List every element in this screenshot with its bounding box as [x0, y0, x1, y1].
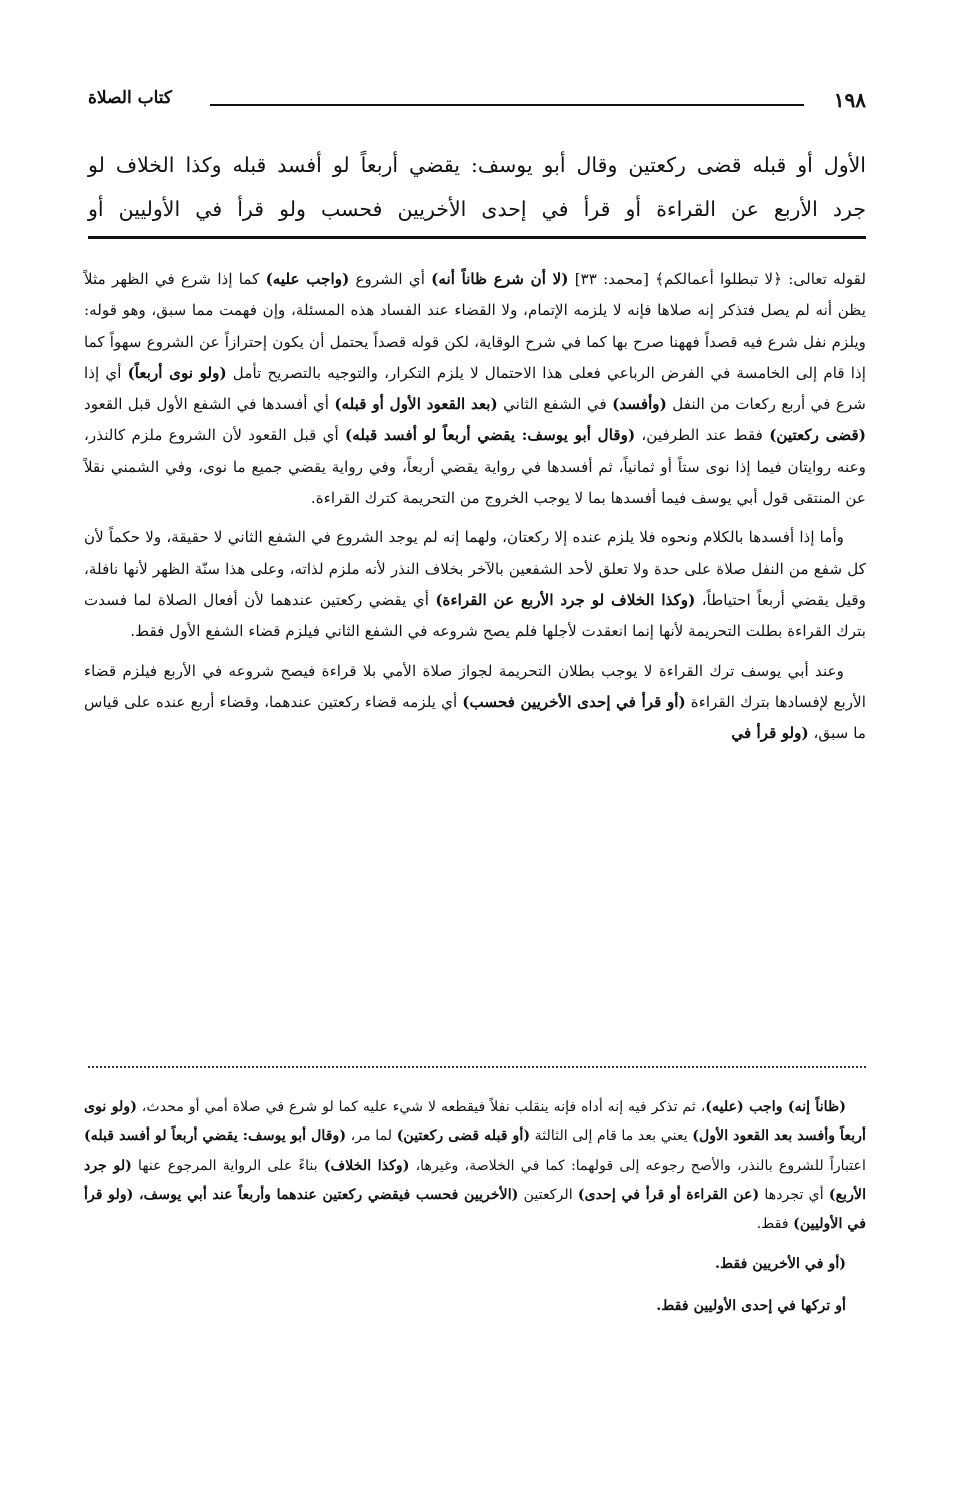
commentary-paragraph: لقوله تعالى: ﴿لا تبطلوا أعمالكم﴾ [محمد: ٣٣] (لا أن شرع ظاناً أنه) أي الشروع (واجب عليه) كما إذا شرع في الظهر مثلاً يظن أنه لم يصل فتذكر إنه صلاها فإنه لا يلزمه الإتمام، ولا القضاء عند الفساد هذه المسئلة، وإن فهمت مما سبق، وهو قوله: ويلزم نفل شرع فيه قصداً فههنا صرح بها كما في شرح الوقاية، لكن قوله قصداً يحتمل أن يكون إحترازاً عن الشروع سهواً كما إذا قام إلى الخامسة في الفرض الرباعي فعلى هذا الاحتمال لا يلزم التكرار، والتوجيه بالتصريح تأمل (ولو نوى أربعاً) أي إذا شرع في أربع ركعات من النفل (وأفسد) في الشفع الثاني (بعد القعود الأول أو قبله) أي أفسدها في الشفع الأول قبل القعود (قضى ركعتين) فقط عند الطرفين، (وقال أبو يوسف: يقضي أربعاً لو أفسد قبله) أي قبل القعود لأن الشروع ملزم كالنذر، وعنه روايتان فيما إذا نوى ستاً أو ثمانياً، ثم أفسدها في رواية يقضي أربعاً، وفي رواية يقضي جميع ما نوى، وفي الشمني نقلاً عن المنتقى قول أبي يوسف فيما أفسدها بما لا يوجب الخروج من التحريمة كترك القراءة.: [84, 270, 866, 508]
running-header: [88, 84, 866, 118]
footnotes: [84, 1093, 866, 1323]
main-text-line: جرد الأربع عن القراءة أو قرأ في إحدى الأخريين فحسب ولو قرأ في الأوليين أو: [88, 197, 866, 221]
commentary-paragraph: وعند أبي يوسف ترك القراءة لا يوجب بطلان التحريمة لجواز صلاة الأمي بلا قراءة فيصح شروعه في الأربع فيلزم قضاء الأربع لإفسادها بترك القراءة (أو قرأ في إحدى الأخريين فحسب) أي يلزمه قضاء ركعتين عندهما، وقضاء أربع عنده على قياس ما سبق، (ولو قرأ في: [84, 661, 866, 743]
commentary-paragraph: وأما إذا أفسدها بالكلام ونحوه فلا يلزم عنده إلا ركعتان، ولهما إنه لم يوجد الشروع في الشفع الثاني لا حقيقة، ولا حكماً لأن كل شفع من النفل صلاة على حدة ولا تعلق لأحد الشفعين بالآخر بخلاف النذر لأنه ملزم لذاته، وعلى هذا سنّة الظهر لأنها نافلة، وقيل يقضي أربعاً احتياطاً، (وكذا الخلاف لو جرد الأربع عن القراءة) أي يقضي ركعتين عندهما لأن أفعال الصلاة لما فسدت بترك القراءة بطلت التحريمة لأنها إنما انعقدت لأجلها فلم يصح شروعه في الشفع الثاني فيلزم قضاء الشفع الأول فقط.: [84, 528, 866, 641]
footnote-paragraph: (ظاناً إنه) واجب (عليه)، ثم تذكر فيه إنه أداه فإنه ينقلب نفلاً فيقطعه لا شيء عليه كما لو شرع في صلاة أمي أو محدث، (ولو نوى أربعاً وأفسد بعد القعود الأول) يعني بعد ما قام إلى الثالثة (أو قبله قضى ركعتين) لما مر، (وقال أبو يوسف: يقضي أربعاً لو أفسد قبله) اعتباراً للشروع بالنذر، والأصح رجوعه إلى قولهما: كما في الخلاصة، وغيرها، (وكذا الخلاف) بناءً على الرواية المرجوع عنها (لو جرد الأربع) أي تجردها (عن القراءة أو قرأ في إحدى) الركعتين (الأخريين فحسب فيقضي ركعتين عندهما وأربعاً عند أبي يوسف، (ولو قرأ في الأوليين) فقط.: [84, 1099, 867, 1233]
page-number: ١٩٨: [833, 88, 866, 112]
footnote-line: أو تركها في إحدى الأوليين فقط.: [656, 1298, 846, 1315]
main-text-line: الأول أو قبله قضى ركعتين وقال أبو يوسف: يقضي أربعاً لو أفسد قبله وكذا الخلاف لو: [88, 153, 866, 177]
footnote-divider: [88, 1066, 866, 1072]
book-title: كتاب الصلاة: [88, 88, 173, 108]
commentary: [84, 264, 866, 757]
main-text-divider: [88, 236, 866, 239]
main-text: [88, 143, 866, 231]
header-rule: [210, 104, 804, 106]
footnote-line: (أو في الأخريين فقط.: [715, 1256, 846, 1273]
